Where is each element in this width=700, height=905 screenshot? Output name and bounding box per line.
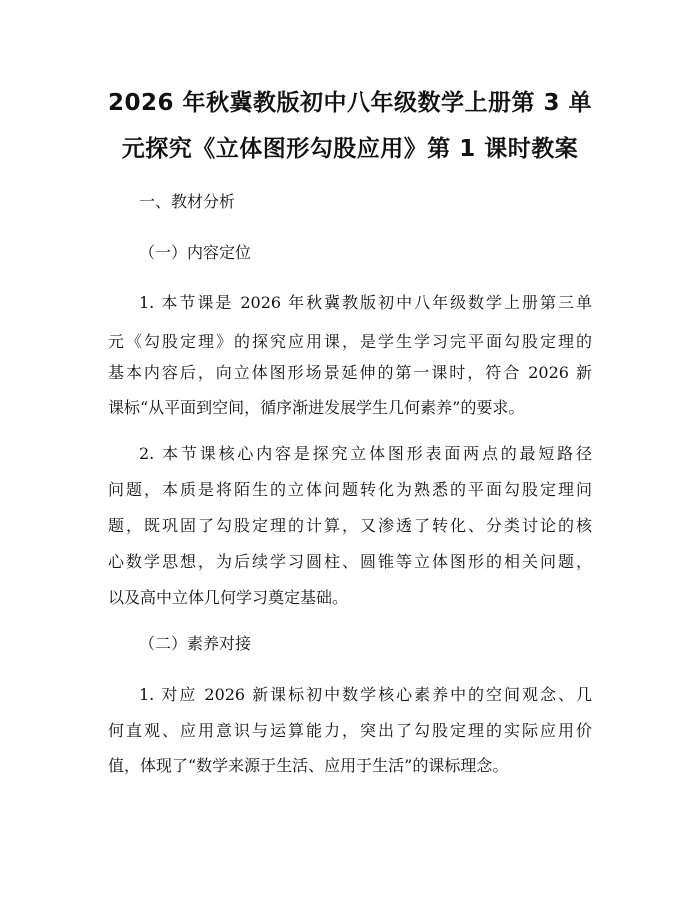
document-title-line-2: 元探究《立体图形勾股应用》第 1 课时教案: [121, 136, 579, 162]
paragraph-line: 元《勾股定理》的探究应用课，是学生学习完平面勾股定理的: [108, 332, 592, 351]
paragraph-line: 1. 对应 2026 新课标初中数学核心素养中的空间观念、几: [139, 685, 592, 704]
paragraph-line: 基本内容后，向立体图形场景延伸的第一课时，符合 2026 新: [108, 363, 592, 382]
paragraph-line: 心数学思想，为后续学习圆柱、圆锥等立体图形的相关问题，: [108, 552, 592, 571]
paragraph-line: 何直观、应用意识与运算能力，突出了勾股定理的实际应用价: [108, 721, 592, 740]
paragraph-line: 2. 本节课核心内容是探究立体图形表面两点的最短路径: [139, 444, 592, 463]
paragraph-line: 课标“从平面到空间，循序渐进发展学生几何素养”的要求。: [108, 398, 525, 417]
subsection-heading-literacy-alignment: （二）素养对接: [139, 634, 252, 653]
paragraph-line: 题，既巩固了勾股定理的计算，又渗透了转化、分类讨论的核: [108, 516, 592, 535]
document-title-line-1: 2026 年秋冀教版初中八年级数学上册第 3 单: [107, 90, 593, 116]
paragraph-line: 1. 本节课是 2026 年秋冀教版初中八年级数学上册第三单: [139, 293, 592, 312]
subsection-heading-content-positioning: （一）内容定位: [139, 243, 252, 262]
paragraph-line: 问题，本质是将陌生的立体问题转化为熟悉的平面勾股定理问: [108, 480, 592, 499]
paragraph-line: 值，体现了“数学来源于生活、应用于生活”的课标理念。: [108, 756, 509, 775]
section-heading-teaching-material-analysis: 一、教材分析: [139, 192, 236, 211]
paragraph-line: 以及高中立体几何学习奠定基础。: [108, 588, 349, 607]
